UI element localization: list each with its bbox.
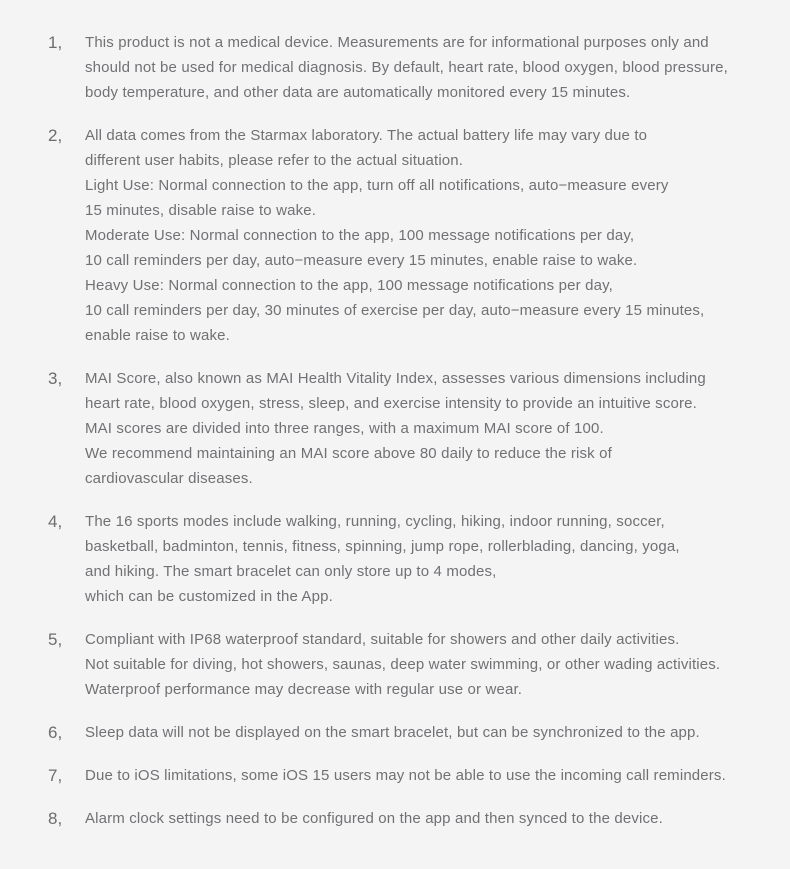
note-line: body temperature, and other data are automatically monitored every 15 minutes. [85, 84, 631, 101]
note-line: cardiovascular diseases. [85, 470, 253, 487]
note-line: This product is not a medical device. Measurements are for informational purposes only and [85, 34, 709, 51]
note-line: All data comes from the Starmax laboratory. The actual battery life may vary due to [85, 127, 648, 144]
list-item [48, 627, 760, 702]
note-line: enable raise to wake. [85, 327, 230, 344]
note-line: which can be customized in the App. [85, 588, 333, 605]
note-number: 6, [48, 723, 63, 742]
list-item [48, 509, 760, 609]
note-body [85, 763, 760, 788]
notes-list [48, 30, 760, 831]
note-line: MAI scores are divided into three ranges, with a maximum MAI score of 100. [85, 420, 604, 437]
list-item [48, 763, 760, 788]
note-number: 8, [48, 809, 63, 828]
note-number: 5, [48, 630, 63, 649]
list-item [48, 366, 760, 491]
note-line: The 16 sports modes include walking, running, cycling, hiking, indoor running, soccer, [85, 513, 665, 530]
note-number: 7, [48, 766, 63, 785]
note-line: Compliant with IP68 waterproof standard, suitable for showers and other daily activities. [85, 631, 680, 648]
note-body [85, 366, 760, 491]
note-line: 10 call reminders per day, 30 minutes of exercise per day, auto−measure every 15 minutes, [85, 302, 705, 319]
note-line: different user habits, please refer to the actual situation. [85, 152, 464, 169]
note-body [85, 720, 760, 745]
note-line: MAI Score, also known as MAI Health Vitality Index, assesses various dimensions including [85, 370, 706, 387]
list-item [48, 30, 760, 105]
note-line: Not suitable for diving, hot showers, saunas, deep water swimming, or other wading activities. [85, 656, 721, 673]
note-number: 4, [48, 512, 63, 531]
note-body [85, 30, 760, 105]
note-line: We recommend maintaining an MAI score above 80 daily to reduce the risk of [85, 445, 612, 462]
list-item [48, 720, 760, 745]
note-line: Light Use: Normal connection to the app, turn off all notifications, auto−measure every [85, 177, 669, 194]
note-number: 2, [48, 126, 63, 145]
note-number: 1, [48, 33, 63, 52]
note-line: Due to iOS limitations, some iOS 15 users may not be able to use the incoming call reminders. [85, 767, 726, 784]
note-line: basketball, badminton, tennis, fitness, spinning, jump rope, rollerblading, dancing, yoga, [85, 538, 680, 555]
list-item [48, 123, 760, 348]
note-line: heart rate, blood oxygen, stress, sleep, and exercise intensity to provide an intuitive score. [85, 395, 697, 412]
note-line: Heavy Use: Normal connection to the app, 100 message notifications per day, [85, 277, 613, 294]
note-body [85, 627, 760, 702]
note-line: Alarm clock settings need to be configured on the app and then synced to the device. [85, 810, 663, 827]
note-number: 3, [48, 369, 63, 388]
note-line: Waterproof performance may decrease with regular use or wear. [85, 681, 523, 698]
note-line: Moderate Use: Normal connection to the app, 100 message notifications per day, [85, 227, 635, 244]
note-line: and hiking. The smart bracelet can only store up to 4 modes, [85, 563, 497, 580]
note-line: Sleep data will not be displayed on the smart bracelet, but can be synchronized to the app. [85, 724, 700, 741]
note-body [85, 806, 760, 831]
note-line: 15 minutes, disable raise to wake. [85, 202, 317, 219]
note-line: 10 call reminders per day, auto−measure every 15 minutes, enable raise to wake. [85, 252, 638, 269]
note-body [85, 509, 760, 609]
list-item [48, 806, 760, 831]
note-body [85, 123, 760, 348]
note-line: should not be used for medical diagnosis. By default, heart rate, blood oxygen, blood pressure, [85, 59, 728, 76]
